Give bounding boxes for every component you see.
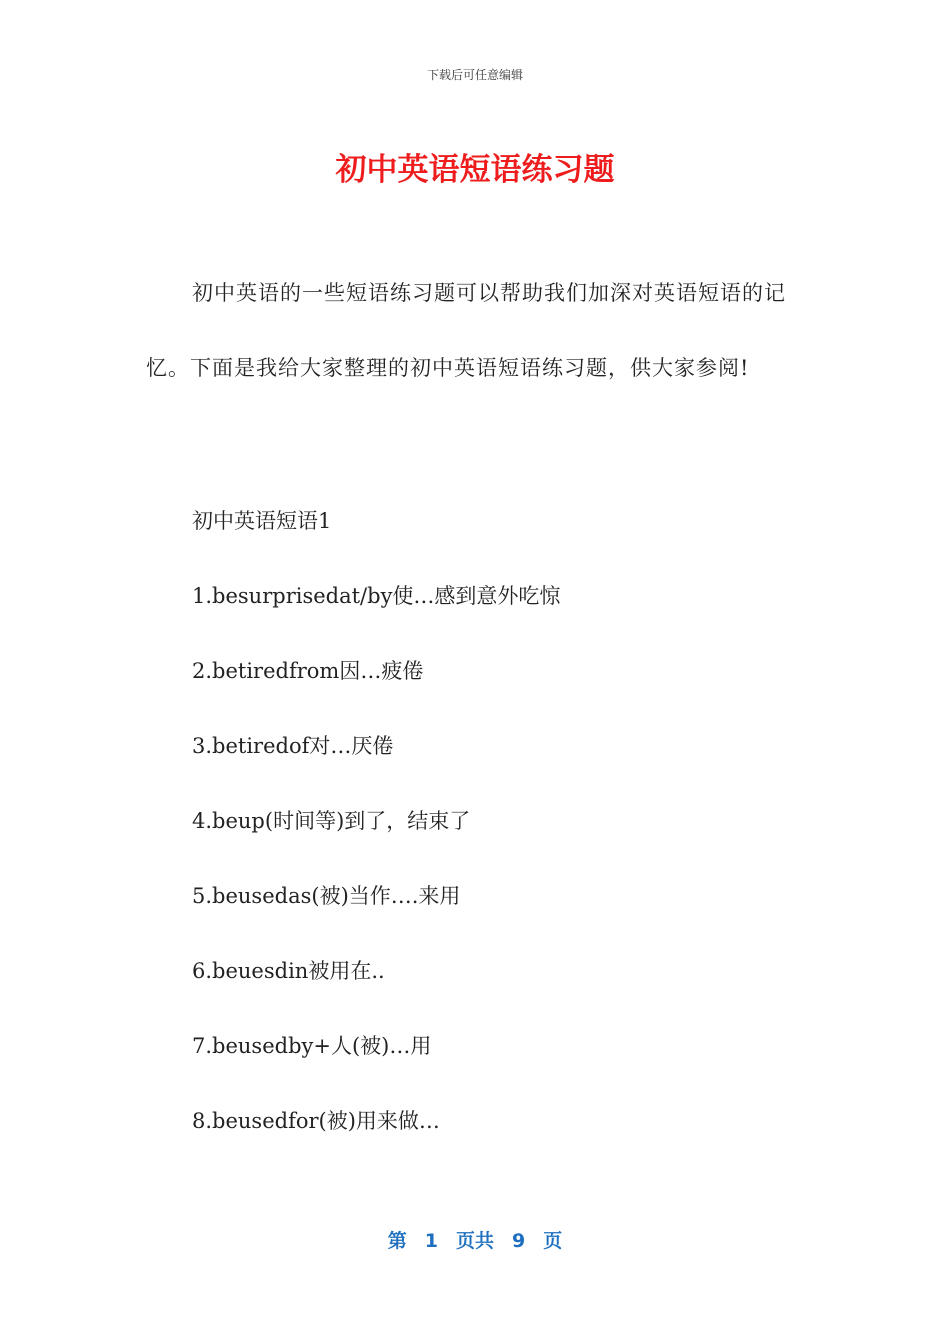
- list-item: 3.betiredof对…厌倦: [192, 734, 394, 758]
- list-item: 5.beusedas(被)当作….来用: [192, 884, 461, 908]
- footer-page-number: 1: [424, 1230, 438, 1252]
- list-item: 6.beuesdin被用在..: [192, 959, 385, 983]
- page-footer: [0, 1226, 950, 1253]
- list-item: 2.betiredfrom因…疲倦: [192, 659, 424, 683]
- section-heading: 初中英语短语1: [192, 509, 332, 533]
- document-title: 初中英语短语练习题: [335, 152, 615, 188]
- footer-ye: 页: [543, 1230, 563, 1252]
- intro-paragraph: 初中英语的一些短语练习题可以帮助我们加深对英语短语的记忆。下面是我给大家整理的初中英语短语练习题，供大家参阅!: [146, 281, 786, 380]
- list-item: 7.beusedby+人(被)…用: [192, 1034, 432, 1058]
- footer-ye-gong: 页共: [455, 1230, 494, 1252]
- list-item: 4.beup(时间等)到了，结束了: [192, 809, 471, 833]
- header-note: 下载后可任意编辑: [426, 68, 523, 82]
- footer-total-pages: 9: [512, 1230, 526, 1252]
- footer-di: 第: [387, 1230, 407, 1252]
- list-item: 1.besurprisedat/by使…感到意外吃惊: [192, 584, 561, 608]
- list-item: 8.beusedfor(被)用来做…: [192, 1109, 440, 1133]
